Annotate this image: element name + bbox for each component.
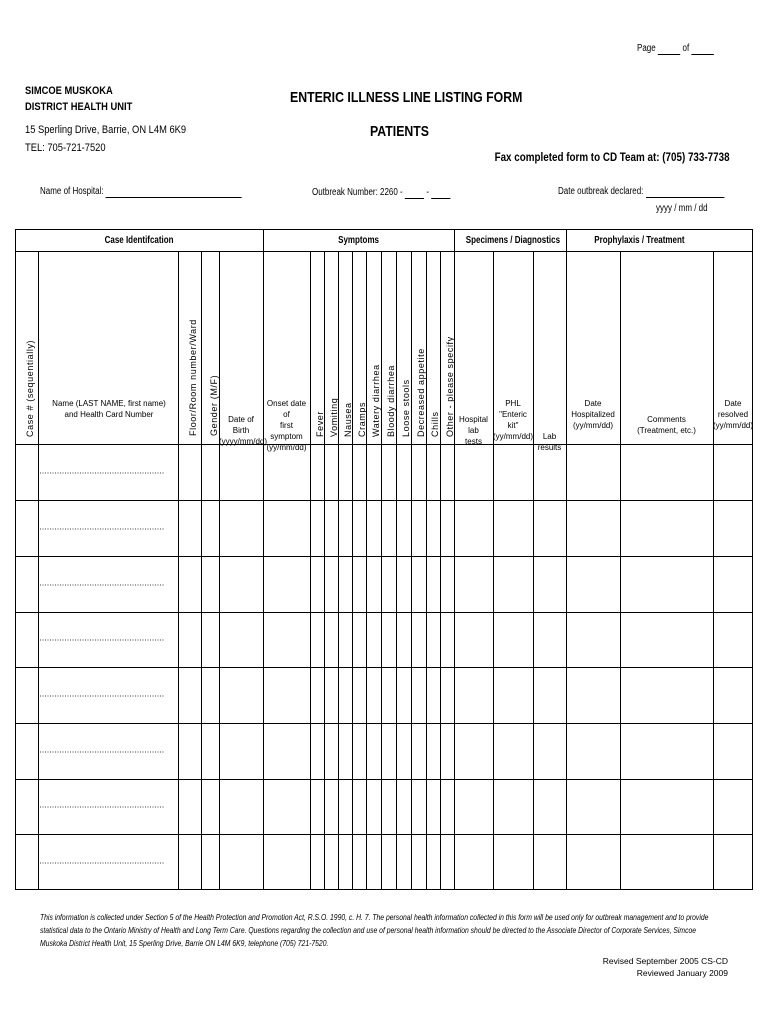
hospital-field-group [40, 186, 242, 198]
section-symptoms-label: Symptoms [338, 235, 379, 246]
header-loose-stools: Loose stools [401, 379, 411, 437]
org-name-line2: DISTRICT HEALTH UNIT [25, 101, 133, 113]
header-date-resolved-line1: Date [724, 399, 742, 408]
header-watery-diarrhea: Watery diarrhea [371, 364, 381, 437]
header-hosp-lab-line2: tests [465, 437, 482, 446]
hospital-label: Name of Hospital: [40, 186, 104, 197]
outbreak-part2-input[interactable] [431, 187, 450, 199]
header-onset-line3: (yy/mm/dd) [266, 443, 307, 452]
page-counter [637, 43, 714, 55]
section-case-identification-label: Case Identifcation [104, 235, 174, 246]
header-case-number: Case # (sequentially) [25, 339, 35, 437]
header-phl-line1: PHL [505, 399, 521, 408]
declared-field-group [558, 186, 724, 198]
form-subtitle: PATIENTS [370, 123, 430, 140]
header-date-resolved-line3: (yy/mm/dd) [713, 421, 753, 430]
table-row[interactable] [15, 445, 753, 500]
header-date-resolved [713, 398, 753, 431]
header-date-of-birth [219, 414, 267, 447]
section-specimens [454, 235, 566, 246]
hospital-input[interactable] [106, 186, 242, 198]
revised-date: Revised September 2005 CS-CD [602, 956, 728, 966]
header-phl-line3: (yy/mm/dd) [493, 432, 533, 441]
declared-date-format: yyyy / mm / dd [656, 203, 708, 214]
header-onset-line2: first symptom [270, 421, 303, 441]
outbreak-part1-input[interactable] [405, 187, 424, 199]
header-hospital-lab [454, 414, 493, 447]
header-nausea: Nausea [343, 402, 353, 437]
header-date-hosp-line2: Hospitalized [571, 410, 615, 419]
page-label: Page [637, 43, 656, 54]
outbreak-prefix: 2260 - [380, 187, 403, 198]
header-bloody-diarrhea: Bloody diarrhea [386, 364, 396, 437]
form-title: ENTERIC ILLNESS LINE LISTING FORM [290, 89, 523, 106]
org-address: 15 Sperling Drive, Barrie, ON L4M 6K9 [25, 124, 187, 136]
table-row[interactable] [15, 724, 753, 779]
header-floor-room: Floor/Room number/Ward [188, 319, 198, 436]
revision-info [603, 955, 728, 979]
fax-instructions: Fax completed form to CD Team at: (705) 733-7738 [495, 150, 730, 164]
table-row[interactable] [15, 557, 753, 612]
table-row[interactable] [15, 668, 753, 723]
page-number-field[interactable] [658, 43, 680, 55]
section-symptoms [263, 235, 454, 246]
outbreak-field-group [312, 187, 450, 199]
header-date-resolved-line2: resolved [717, 410, 749, 419]
header-date-hospitalized [566, 398, 620, 431]
header-date-hosp-line3: (yy/mm/dd) [573, 421, 613, 430]
header-onset-line1: Onset date of [266, 399, 307, 419]
header-phl-line2: "Enteric kit" [499, 410, 527, 430]
header-cramps: Cramps [357, 401, 367, 437]
page-total-field[interactable] [691, 43, 713, 55]
table-row[interactable] [15, 501, 753, 556]
header-comments [620, 414, 713, 436]
header-comments-line1: Comments [647, 415, 686, 424]
header-lab-results-line1: Lab results [537, 432, 562, 452]
header-phl-enteric-kit [493, 398, 533, 442]
header-gender: Gender (M/F) [209, 374, 219, 436]
reviewed-date: Reviewed January 2009 [636, 968, 728, 978]
outbreak-separator: - [426, 187, 430, 198]
header-hosp-lab-line1: Hospital lab [459, 415, 488, 435]
org-name-line1: SIMCOE MUSKOKA [25, 85, 113, 97]
section-prophylaxis [566, 235, 713, 246]
section-case-identification [15, 235, 263, 246]
header-name-line2: and Health Card Number [64, 410, 154, 419]
header-dob-line2: (yyyy/mm/dd) [219, 437, 267, 446]
header-fever: Fever [315, 410, 325, 437]
table-row[interactable] [15, 780, 753, 834]
table-row[interactable] [15, 835, 753, 889]
declared-label: Date outbreak declared: [558, 186, 644, 197]
outbreak-label: Outbreak Number: [312, 187, 378, 198]
header-name-line1: Name (LAST NAME, first name) [52, 399, 166, 408]
table-row[interactable] [15, 613, 753, 667]
header-decreased-appetite: Decreased appetite [416, 348, 426, 437]
section-specimens-label: Specimens / Diagnostics [465, 235, 561, 246]
section-prophylaxis-label: Prophylaxis / Treatment [594, 235, 685, 246]
privacy-notice: This information is collected under Section 5 of the Health Protection and Promotion Act, R.S.O. 1990, c. H. 7. The personal health information collected in this form will be used only for outbreak management and to provide statistical data to the Ontario Ministry of Health and Long Term Care. Questions regarding the collection and use of personal health information should be directed to the Associate Director of Corporate Services, Simcoe Muskoka District Health Unit, 15 Sperling Drive, Barrie ON L4M 6K9, telephone (705) 721-7520. [40, 912, 709, 948]
header-comments-line2: (Treatment, etc.) [637, 426, 696, 435]
header-date-hosp-line1: Date [584, 399, 602, 408]
org-telephone: TEL: 705-721-7520 [25, 142, 106, 154]
header-dob-line1: Date of Birth [228, 415, 254, 435]
declared-date-input[interactable] [646, 186, 724, 198]
header-other-specify: Other - please specify [445, 336, 455, 437]
header-name [40, 398, 178, 420]
header-chills: Chills [430, 411, 440, 437]
header-vomiting: Vomiting [329, 397, 339, 437]
of-label: of [682, 43, 690, 54]
